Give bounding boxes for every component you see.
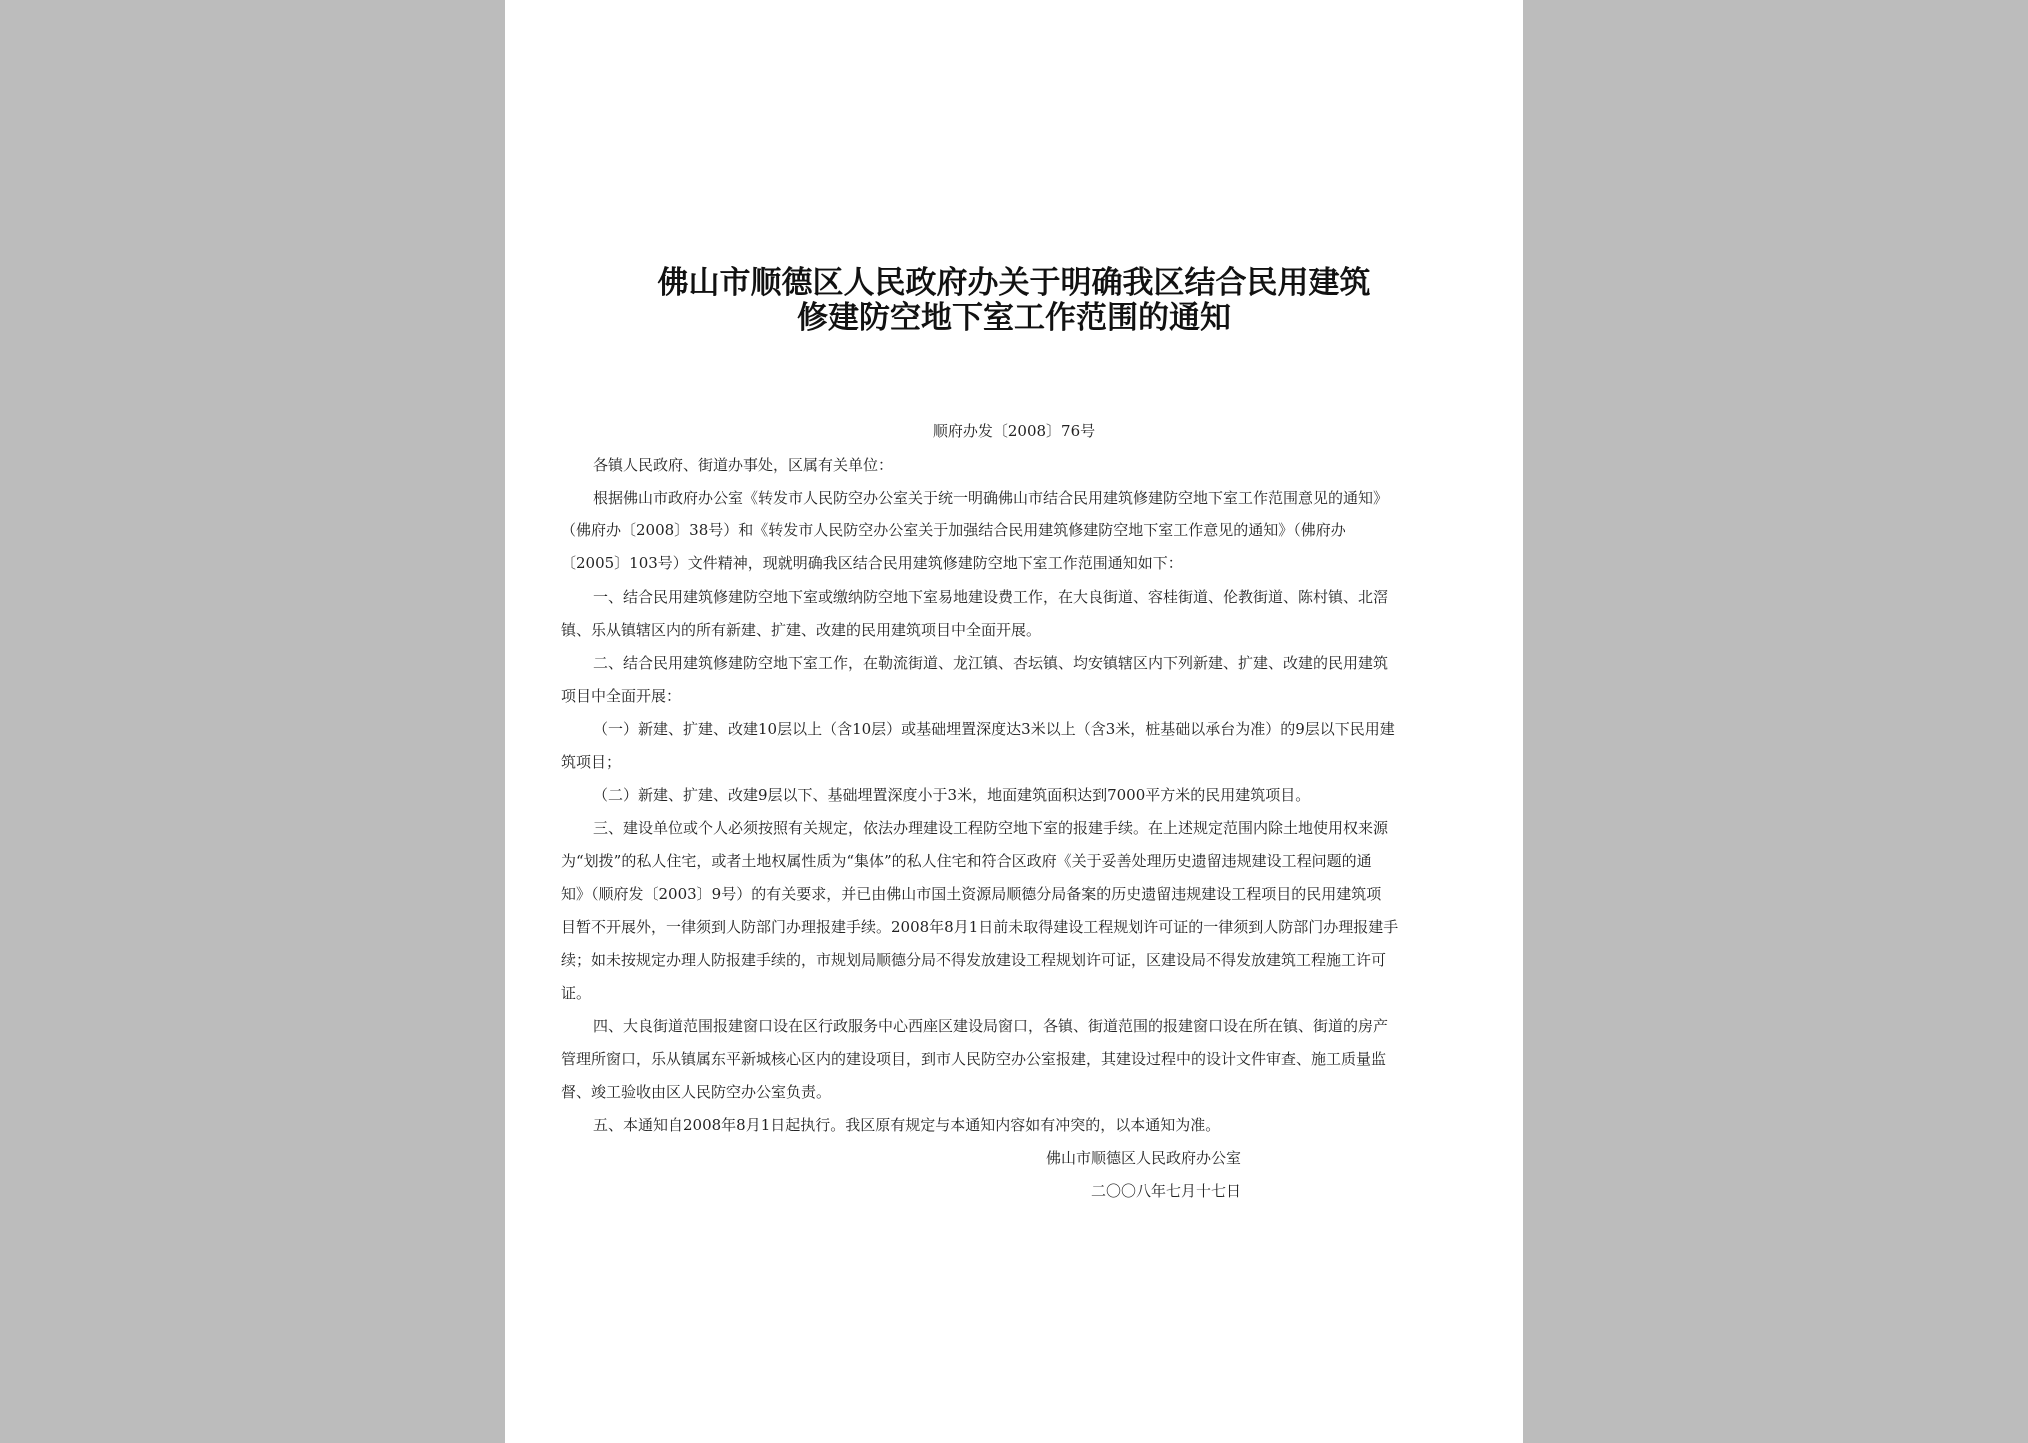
body-line: 管理所窗口，乐从镇属东平新城核心区内的建设项目，到市人民防空办公室报建，其建设过程中的设计文件审查、施工质量监 (561, 1050, 1387, 1068)
issue-date: 二〇〇八年七月十七日 (1090, 1182, 1241, 1200)
document-title-line-1: 佛山市顺德区人民政府办关于明确我区结合民用建筑 (657, 265, 1371, 301)
body-line: 二、结合民用建筑修建防空地下室工作，在勒流街道、龙江镇、杏坛镇、均安镇辖区内下列新建、扩建、改建的民用建筑 (593, 654, 1389, 672)
body-line: 四、大良街道范围报建窗口设在区行政服务中心西座区建设局窗口，各镇、街道范围的报建窗口设在所在镇、街道的房产 (593, 1017, 1389, 1035)
document-page (505, 0, 1523, 1443)
body-line: （一）新建、扩建、改建10层以上（含10层）或基础埋置深度达3米以上（含3米，桩基础以承台为准）的9层以下民用建 (593, 720, 1395, 738)
body-line: 根据佛山市政府办公室《转发市人民防空办公室关于统一明确佛山市结合民用建筑修建防空地下室工作范围意见的通知》 (593, 489, 1389, 507)
body-line: 〔2005〕103号）文件精神，现就明确我区结合民用建筑修建防空地下室工作范围通知如下： (561, 554, 1183, 572)
body-line: （二）新建、扩建、改建9层以下、基础埋置深度小于3米，地面建筑面积达到7000平方米的民用建筑项目。 (593, 786, 1311, 804)
body-line: 知》（顺府发〔2003〕9号）的有关要求，并已由佛山市国土资源局顺德分局备案的历史遗留违规建设工程项目的民用建筑项 (561, 885, 1382, 903)
issuer: 佛山市顺德区人民政府办公室 (1045, 1149, 1241, 1167)
body-line: 五、本通知自2008年8月1日起执行。我区原有规定与本通知内容如有冲突的，以本通知为准。 (593, 1116, 1221, 1134)
salutation: 各镇人民政府、街道办事处，区属有关单位： (593, 456, 894, 474)
body-line: 镇、乐从镇辖区内的所有新建、扩建、改建的民用建筑项目中全面开展。 (561, 621, 1042, 639)
document-title-line-2: 修建防空地下室工作范围的通知 (797, 300, 1231, 336)
body-line: 一、结合民用建筑修建防空地下室或缴纳防空地下室易地建设费工作，在大良街道、容桂街道、伦教街道、陈村镇、北滘 (593, 588, 1389, 606)
body-line: 筑项目； (561, 753, 622, 771)
body-line: 续；如未按规定办理人防报建手续的，市规划局顺德分局不得发放建设工程规划许可证，区建设局不得发放建筑工程施工许可 (561, 951, 1387, 969)
body-line: 项目中全面开展： (561, 687, 682, 705)
body-line: 目暂不开展外，一律须到人防部门办理报建手续。2008年8月1日前未取得建设工程规划许可证的一律须到人防部门办理报建手 (561, 918, 1399, 936)
body-line: 督、竣工验收由区人民防空办公室负责。 (561, 1083, 832, 1101)
body-line: 证。 (561, 984, 592, 1002)
body-line: 为“划拨”的私人住宅，或者土地权属性质为“集体”的私人住宅和符合区政府《关于妥善处理历史遗留违规建设工程问题的通 (561, 852, 1372, 870)
document-number: 顺府办发〔2008〕76号 (932, 422, 1096, 440)
body-line: 三、建设单位或个人必须按照有关规定，依法办理建设工程防空地下室的报建手续。在上述规定范围内除土地使用权来源 (593, 819, 1389, 837)
body-line: （佛府办〔2008〕38号）和《转发市人民防空办公室关于加强结合民用建筑修建防空地下室工作意见的通知》（佛府办 (561, 521, 1346, 539)
